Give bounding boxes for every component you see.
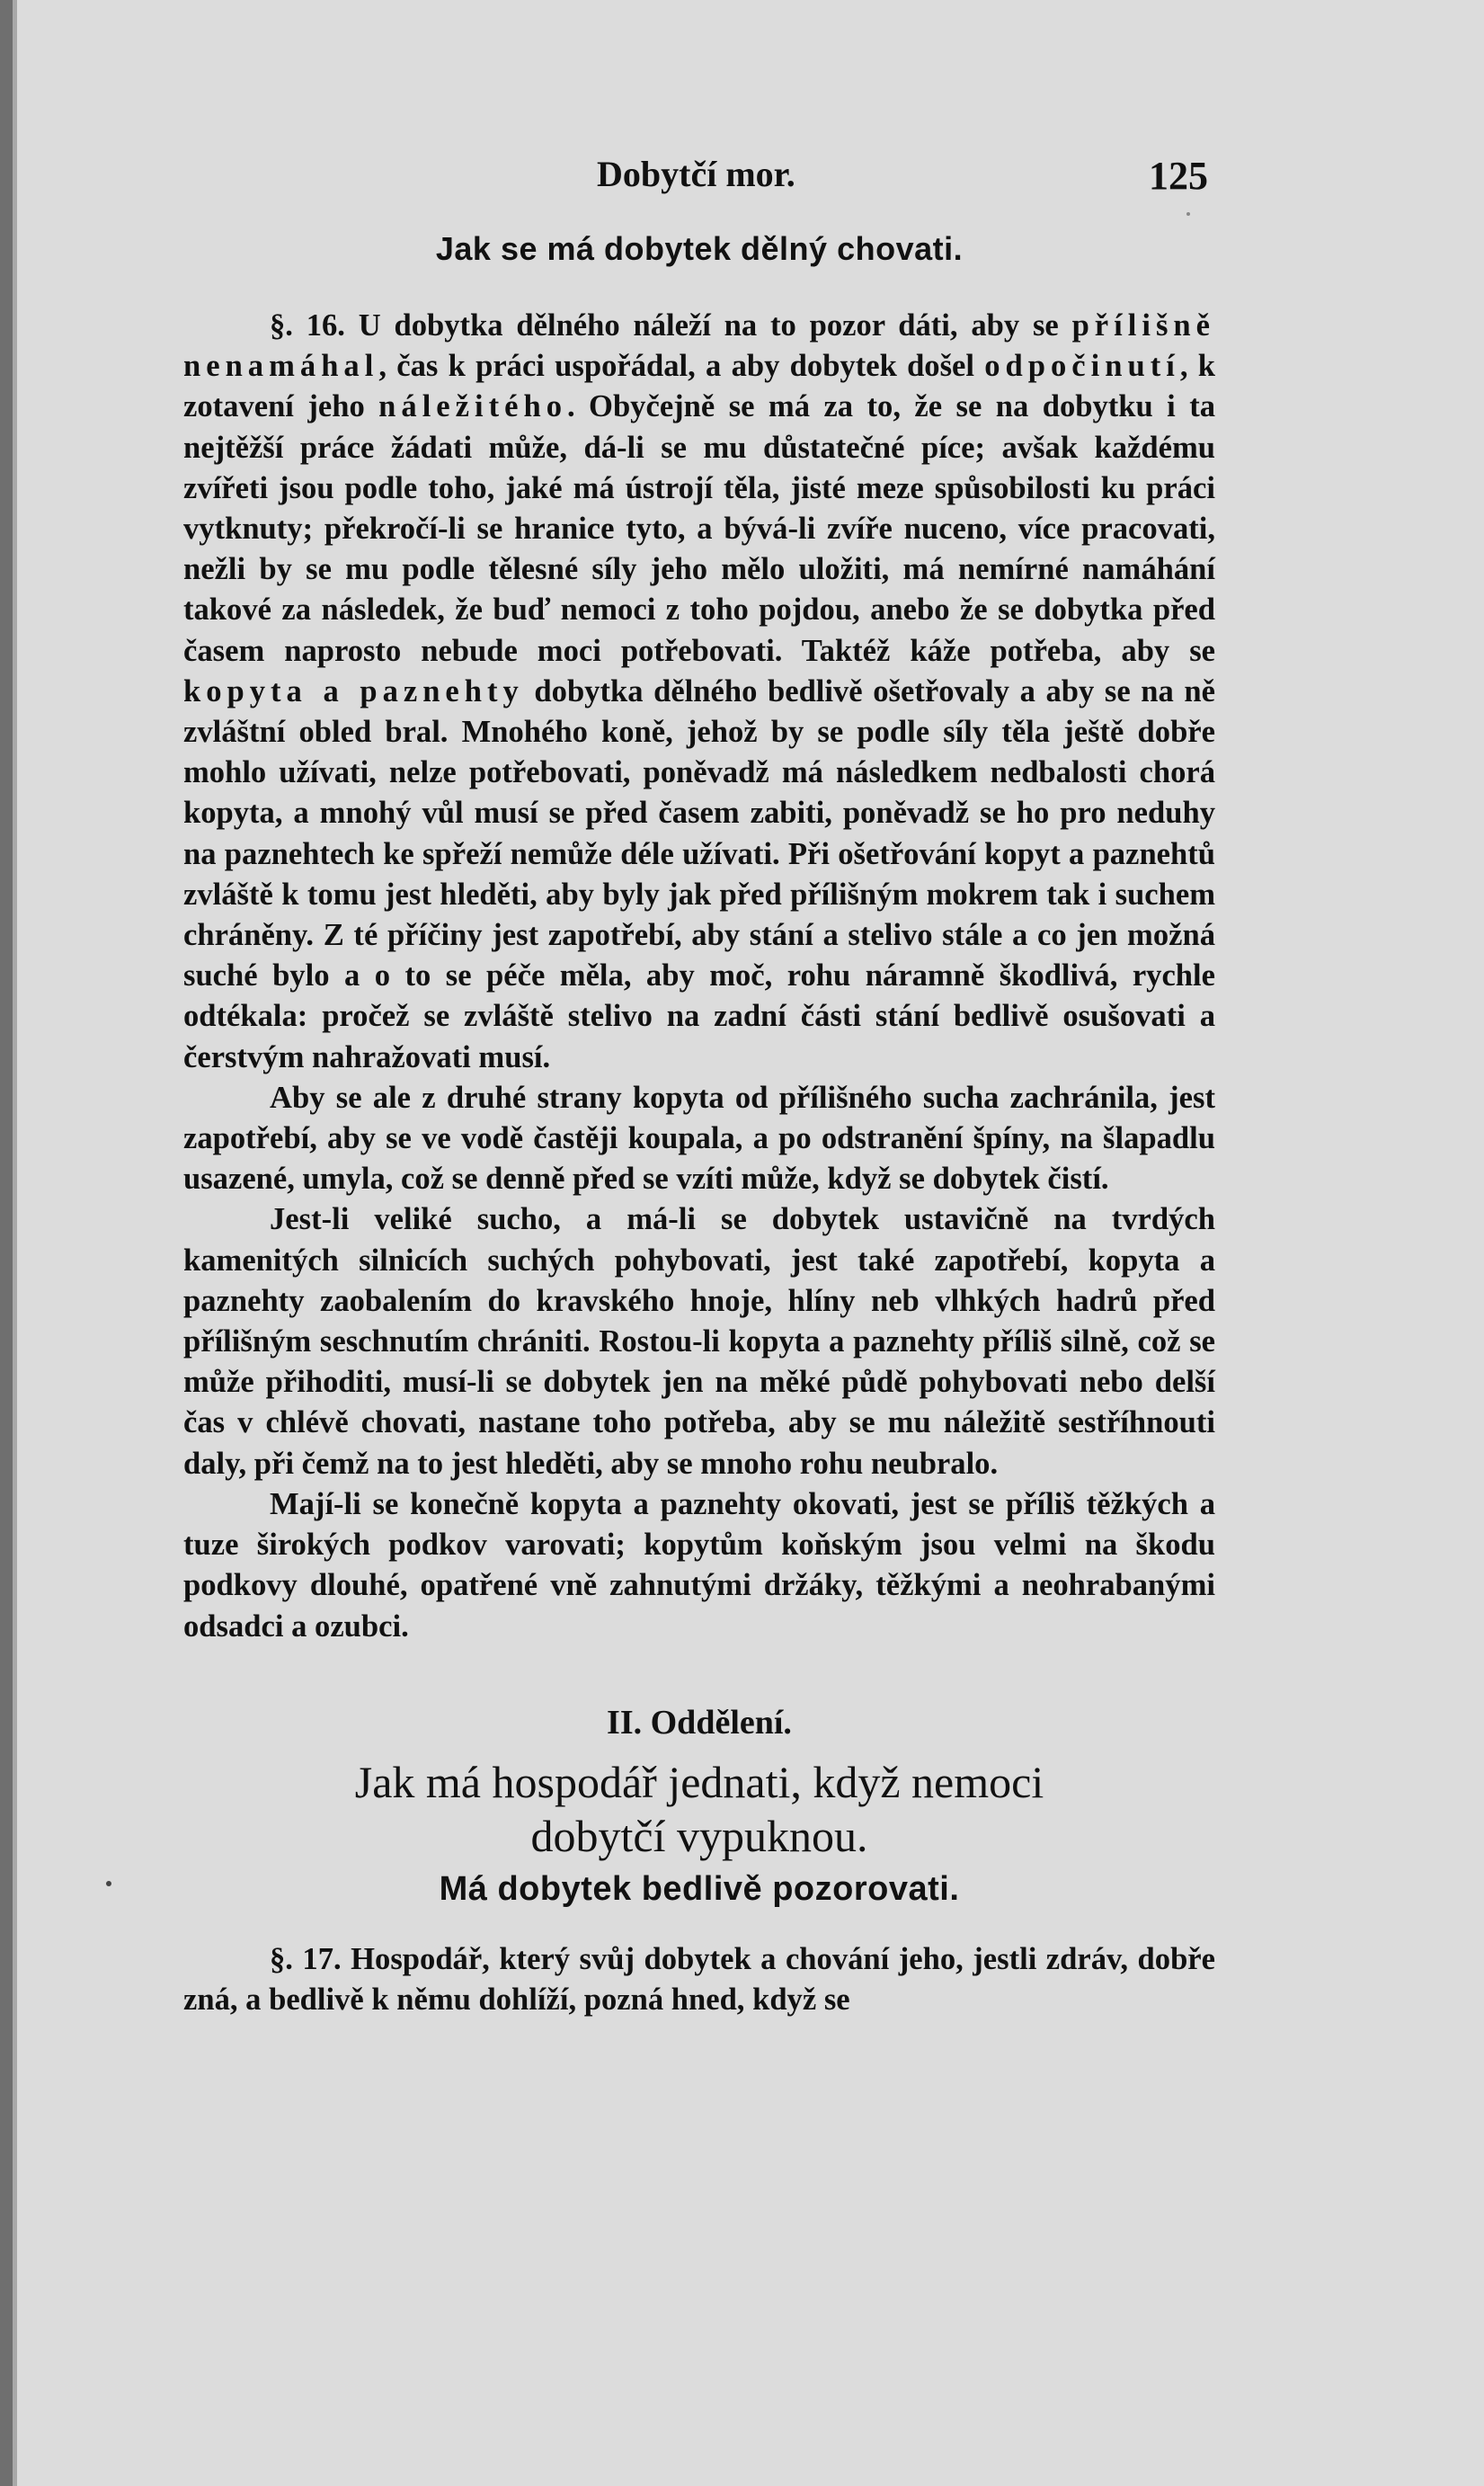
- running-title: Dobytčí mor.: [597, 154, 795, 194]
- chapter-title-line: dobytčí vypuknou.: [530, 1810, 868, 1861]
- text-run: , čas k práci uspořádal, a aby dobytek došel: [378, 349, 985, 384]
- chapter-title-line: Jak má hospodář jednati, když nemoci: [354, 1756, 1044, 1807]
- page-number: 125: [1149, 154, 1208, 198]
- emphasis-text: přílišně nenamáhal: [183, 308, 1215, 384]
- paragraph: Mají-li se konečně kopyta a paznehty okovati, jest se příliš těžkých a tuze širokých podkov varovati; kopytům koňským jsou velmi na škodu podkovy dlouhé, opatřené vně zahnutými držáky, těžkými a neohrabanými odsadci a ozubci.: [183, 1486, 1215, 1644]
- text-run: , k zotavení jeho: [183, 349, 1215, 424]
- part-label: II. Oddělení.: [607, 1703, 792, 1742]
- text-run: . Obyčejně se má za to, že se na dobytku i ta nejtěžší práce žádati může, dá-li se mu důstatečné píce; avšak každému zvířeti jsou podle toho, jaké má ústrojí těla, jisté meze spůsobilosti ku práci vytknuty; překročí-li se hranice tyto, a bývá-li zvíře nuceno, více pracovati, nežli by se mu podle tělesné síly jeho mělo uložiti, má nemírné namáhání takové za následek, že buď nemoci z toho pojdou, anebo že se dobytka před časem naprosto nebude moci potřebovati. Taktéž káže potřeba, aby se: [183, 389, 1215, 668]
- paragraph-16: [183, 306, 1215, 1078]
- running-header: [183, 144, 1215, 198]
- paragraph-17: §. 17. Hospodář, který svůj dobytek a chování jeho, jestli zdráv, dobře zná, a bedlivě k němu dohlíží, pozná hned, když se: [183, 1941, 1215, 2017]
- paragraph: Jest-li veliké sucho, a má-li se dobytek ustavičně na tvrdých kamenitých silnicích suchých pohybovati, jest také zapotřebí, kopyta a paznehty zaobalením do kravského hnoje, hlíny neb vlhkých hadrů před přílišným seschnutím chrániti. Rostou-li kopyta a paznehty příliš silně, což se může přihoditi, musí-li se dobytek jen na měké půdě pohybovati nebo delší čas v chlévě chovati, nastane toho potřeba, aby se mu náležitě sestříhnouti daly, při čemž na to jest hleděti, aby se mnoho rohu neubralo.: [183, 1202, 1215, 1481]
- emphasis-text: kopyta a paznehty: [183, 673, 524, 708]
- chapter-title: [183, 1755, 1215, 1863]
- section-heading: Jak se má dobytek dělný chovati.: [435, 230, 964, 267]
- text-run: §. 16. U dobytka dělného náleží na to pozor dáti, aby se: [270, 308, 1072, 343]
- paragraph: Aby se ale z druhé strany kopyta od přílišného sucha zachránila, jest zapotřebí, aby se ve vodě častěji koupala, a po odstranění špíny, na šlapadlu usazené, umyla, což se denně před se vzíti může, když se dobytek čistí.: [183, 1080, 1215, 1197]
- emphasis-text: náležitého: [378, 389, 567, 424]
- page-binding-edge: [0, 0, 13, 2486]
- emphasis-text: odpočinutí: [984, 349, 1180, 384]
- subsection-heading: Má dobytek bedlivě pozorovati.: [439, 1869, 960, 1908]
- ink-speck: [106, 1881, 111, 1886]
- page-content: [183, 144, 1215, 2020]
- page-binding-shadow: [13, 0, 17, 2486]
- text-run: dobytka dělného bedlivě ošetřovaly a aby se na ně zvláštní obled bral. Mnohého koně, jehož by se podle síly těla ještě dobře mohlo užívati, nelze potřebovati, poněvadž má následkem nedbalosti chorá kopyta, a mnohý vůl musí se před časem zabiti, poněvadž se ho pro neduhy na paznehtech ke spřeží nemůže déle užívati. Při ošetřování kopyt a paznehtů zvláště k tomu jest hleděti, aby byly jak před přílišným mokrem tak i suchem chráněny. Z té příčiny jest zapotřebí, aby stání a stelivo stále a co jen možná suché bylo a o to se péče měla, aby moč, rohu náramně škodlivá, rychle odtékala: pročež se zvláště stelivo na zadní části stání bedlivě osušovati a čerstvým nahražovati musí.: [183, 673, 1215, 1074]
